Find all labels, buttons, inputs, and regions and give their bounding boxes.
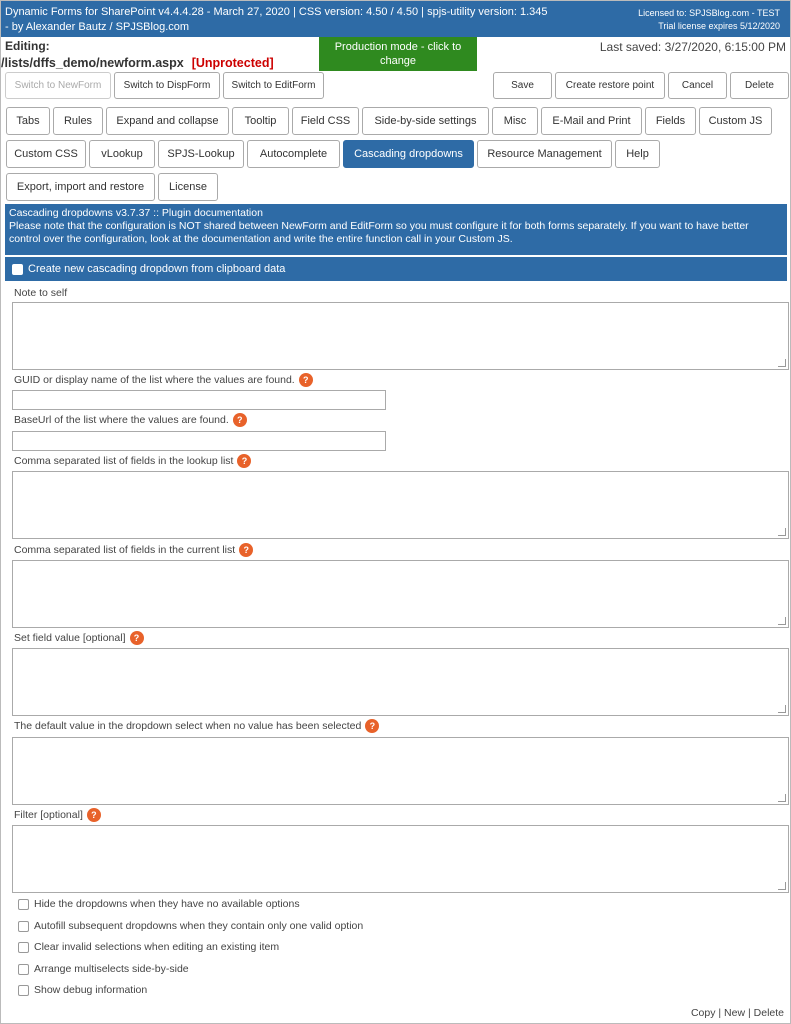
baseurl-text: BaseUrl of the list where the values are found. — [14, 414, 229, 426]
note-to-self-label — [14, 287, 67, 299]
tab-field-css[interactable]: Field CSS — [292, 107, 359, 135]
option-hide-empty[interactable] — [18, 898, 300, 910]
lookup-fields-textarea[interactable] — [12, 471, 789, 539]
option-checkbox[interactable] — [18, 942, 29, 953]
production-mode-button[interactable]: Production mode - click to change — [319, 37, 477, 71]
option-clear-invalid[interactable] — [18, 941, 279, 953]
filter-text: Filter [optional] — [14, 809, 83, 821]
default-value-textarea[interactable] — [12, 737, 789, 805]
plugin-note: Please note that the configuration is NOT shared between NewForm and EditForm so you must configure it for both forms separately. If you want to have better control over the configuration, look at the documentation and write the entire function call in your Custom JS. — [9, 220, 749, 245]
header-bar — [1, 1, 790, 37]
filter-label — [14, 808, 101, 822]
current-fields-label — [14, 543, 253, 557]
baseurl-input[interactable] — [12, 431, 386, 451]
option-label: Autofill subsequent dropdowns when they contain only one valid option — [34, 920, 364, 932]
help-icon[interactable]: ? — [87, 808, 101, 822]
option-autofill[interactable] — [18, 920, 363, 932]
tab-license[interactable]: License — [158, 173, 218, 201]
tab-autocomplete[interactable]: Autocomplete — [247, 140, 340, 168]
app-author: - by Alexander Bautz / SPJSBlog.com — [5, 21, 190, 33]
tab-email-print[interactable]: E-Mail and Print — [541, 107, 642, 135]
new-link[interactable]: New — [724, 1007, 746, 1019]
option-label: Clear invalid selections when editing an existing item — [34, 941, 280, 953]
footer-separator: | — [718, 1007, 722, 1019]
option-checkbox[interactable] — [18, 921, 29, 932]
tab-misc[interactable]: Misc — [492, 107, 538, 135]
tab-custom-js[interactable]: Custom JS — [699, 107, 772, 135]
tab-custom-css[interactable]: Custom CSS — [6, 140, 86, 168]
current-fields-textarea[interactable] — [12, 560, 789, 628]
option-label: Arrange multiselects side-by-side — [34, 963, 189, 975]
tab-fields[interactable]: Fields — [645, 107, 696, 135]
current-fields-text: Comma separated list of fields in the current list — [14, 544, 236, 556]
clipboard-create-row[interactable] — [5, 257, 787, 281]
last-saved: Last saved: 3/27/2020, 6:15:00 PM — [599, 40, 786, 54]
app-title: Dynamic Forms for SharePoint v4.4.4.28 - March 27, 2020 | CSS version: 4.50 / 4.50 | spjs-utility version: 1.345 — [5, 6, 548, 18]
switch-dispform-button[interactable]: Switch to DispForm — [114, 72, 220, 99]
plugin-info-box — [5, 204, 787, 255]
switch-newform-button[interactable]: Switch to NewForm — [5, 72, 111, 99]
help-icon[interactable]: ? — [365, 719, 379, 733]
editing-label: Editing: — [5, 39, 50, 53]
lookup-fields-text: Comma separated list of fields in the lookup list — [14, 455, 234, 467]
help-icon[interactable]: ? — [233, 413, 247, 427]
note-to-self-text: Note to self — [14, 287, 68, 299]
plugin-doc-link[interactable]: Cascading dropdowns v3.7.37 :: Plugin documentation — [9, 207, 263, 219]
baseurl-label — [14, 413, 247, 427]
form-path-text: /lists/dffs_demo/newform.aspx — [1, 56, 184, 70]
filter-textarea[interactable] — [12, 825, 789, 893]
option-label: Hide the dropdowns when they have no available options — [34, 898, 300, 910]
delete-button[interactable]: Delete — [730, 72, 789, 99]
save-button[interactable]: Save — [493, 72, 552, 99]
clipboard-label: Create new cascading dropdown from clipboard data — [28, 263, 286, 275]
guid-text: GUID or display name of the list where the values are found. — [14, 374, 295, 386]
clipboard-checkbox[interactable] — [12, 264, 23, 275]
set-field-value-label — [14, 631, 144, 645]
tab-rules[interactable]: Rules — [53, 107, 103, 135]
tab-spjs-lookup[interactable]: SPJS-Lookup — [158, 140, 244, 168]
switch-editform-button[interactable]: Switch to EditForm — [223, 72, 324, 99]
help-icon[interactable]: ? — [239, 543, 253, 557]
delete-link[interactable]: Delete — [753, 1007, 784, 1019]
tab-vlookup[interactable]: vLookup — [89, 140, 155, 168]
tab-cascading-dropdowns[interactable]: Cascading dropdowns — [343, 140, 474, 168]
help-icon[interactable]: ? — [237, 454, 251, 468]
option-label: Show debug information — [34, 984, 148, 996]
license-info: Licensed to: SPJSBlog.com - TEST — [638, 8, 780, 18]
tab-tabs[interactable]: Tabs — [6, 107, 50, 135]
help-icon[interactable]: ? — [299, 373, 313, 387]
cancel-button[interactable]: Cancel — [668, 72, 727, 99]
copy-link[interactable]: Copy — [690, 1007, 716, 1019]
option-checkbox[interactable] — [18, 985, 29, 996]
set-field-value-textarea[interactable] — [12, 648, 789, 716]
option-checkbox[interactable] — [18, 964, 29, 975]
option-side-by-side[interactable] — [18, 963, 189, 975]
footer-actions — [691, 1007, 784, 1019]
default-value-label — [14, 719, 379, 733]
guid-input[interactable] — [12, 390, 386, 410]
license-expiry: Trial license expires 5/12/2020 — [658, 21, 780, 31]
set-field-value-text: Set field value [optional] — [14, 632, 126, 644]
note-to-self-textarea[interactable] — [12, 302, 789, 370]
unprotected-badge: [Unprotected] — [191, 56, 274, 70]
footer-separator: | — [747, 1007, 751, 1019]
tab-help[interactable]: Help — [615, 140, 660, 168]
lookup-fields-label — [14, 454, 251, 468]
tab-side-by-side[interactable]: Side-by-side settings — [362, 107, 489, 135]
help-icon[interactable]: ? — [130, 631, 144, 645]
tab-expand-collapse[interactable]: Expand and collapse — [106, 107, 229, 135]
create-restore-point-button[interactable]: Create restore point — [555, 72, 665, 99]
tab-resource-management[interactable]: Resource Management — [477, 140, 612, 168]
option-checkbox[interactable] — [18, 899, 29, 910]
tab-export-import-restore[interactable]: Export, import and restore — [6, 173, 155, 201]
guid-label — [14, 373, 313, 387]
form-path — [1, 56, 274, 70]
tab-tooltip[interactable]: Tooltip — [232, 107, 289, 135]
default-value-text: The default value in the dropdown select when no value has been selected — [14, 720, 362, 732]
option-debug[interactable] — [18, 984, 147, 996]
